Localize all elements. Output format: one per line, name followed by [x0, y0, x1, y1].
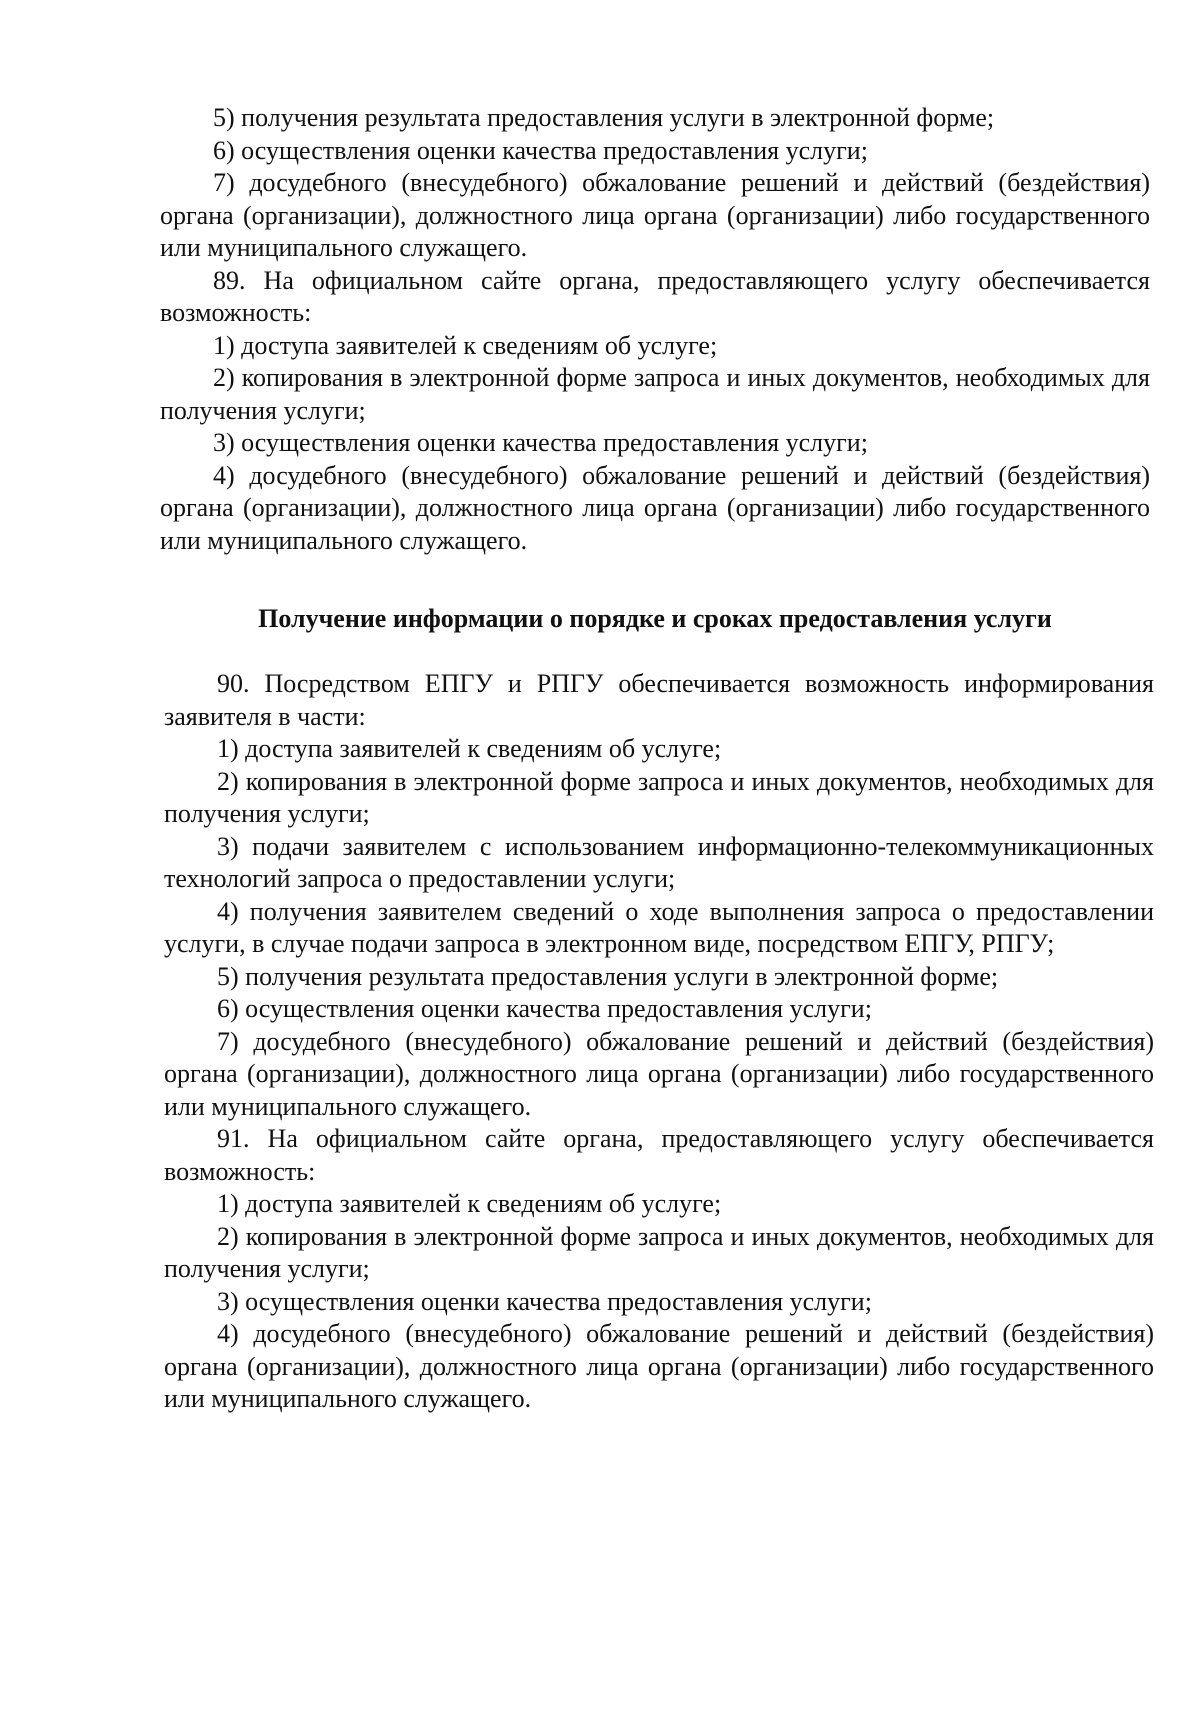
paragraph-item-6: 6) осуществления оценки качества предоставления услуги;	[213, 135, 868, 165]
paragraph-item-2: 2) копирования в электронной форме запроса и иных документов, необходимых для получения услуги;	[164, 1221, 1154, 1283]
section-heading: Получение информации о порядке и сроках предоставления услуги	[258, 604, 1052, 633]
paragraph-item-1: 1) доступа заявителей к сведениям об услуге;	[213, 330, 718, 360]
paragraph-item-4: 4) досудебного (внесудебного) обжалование решений и действий (бездействия) органа (организации), должностного лица органа (организации) либо государственного или муниципального служащего.	[160, 460, 1150, 555]
paragraph-item-4: 4) досудебного (внесудебного) обжалование решений и действий (бездействия) органа (организации), должностного лица органа (организации) либо государственного или муниципального служащего.	[164, 1319, 1154, 1413]
paragraph-item-3: 3) осуществления оценки качества предоставления услуги;	[213, 428, 868, 457]
paragraph-item-1: 1) доступа заявителей к сведениям об услуге;	[217, 734, 722, 763]
paragraph-item-5: 5) получения результата предоставления услуги в электронной форме;	[213, 103, 995, 132]
paragraph-item-4: 4) получения заявителем сведений о ходе выполнения запроса о предоставлении услуги, в случае подачи запроса в электронном виде, посредством ЕПГУ, РПГУ;	[164, 896, 1154, 958]
paragraph-clause-89: 89. На официальном сайте органа, предоставляющего услугу обеспечивается возможность:	[160, 265, 1150, 327]
paragraph-clause-91: 91. На официальном сайте органа, предоставляющего услугу обеспечивается возможность:	[164, 1124, 1154, 1186]
section-top	[160, 102, 1150, 557]
paragraph-item-5: 5) получения результата предоставления услуги в электронной форме;	[217, 961, 999, 991]
paragraph-item-3: 3) подачи заявителем с использованием информационно-телекоммуникационных технологий запроса о предоставлении услуги;	[164, 831, 1154, 893]
paragraph-item-2: 2) копирования в электронной форме запроса и иных документов, необходимых для получения услуги;	[164, 766, 1154, 828]
paragraph-item-7: 7) досудебного (внесудебного) обжалование решений и действий (бездействия) органа (организации), должностного лица органа (организации) либо государственного или муниципального служащего.	[160, 168, 1150, 262]
section-bottom	[164, 668, 1154, 1416]
paragraph-item-1: 1) доступа заявителей к сведениям об услуге;	[217, 1189, 722, 1218]
paragraph-item-7: 7) досудебного (внесудебного) обжалование решений и действий (бездействия) органа (организации), должностного лица органа (организации) либо государственного или муниципального служащего.	[164, 1026, 1154, 1121]
paragraph-item-3: 3) осуществления оценки качества предоставления услуги;	[217, 1286, 872, 1316]
paragraph-clause-90: 90. Посредством ЕПГУ и РПГУ обеспечивается возможность информирования заявителя в части:	[164, 669, 1154, 731]
paragraph-item-6: 6) осуществления оценки качества предоставления услуги;	[217, 994, 872, 1023]
paragraph-item-2: 2) копирования в электронной форме запроса и иных документов, необходимых для получения услуги;	[160, 363, 1150, 425]
